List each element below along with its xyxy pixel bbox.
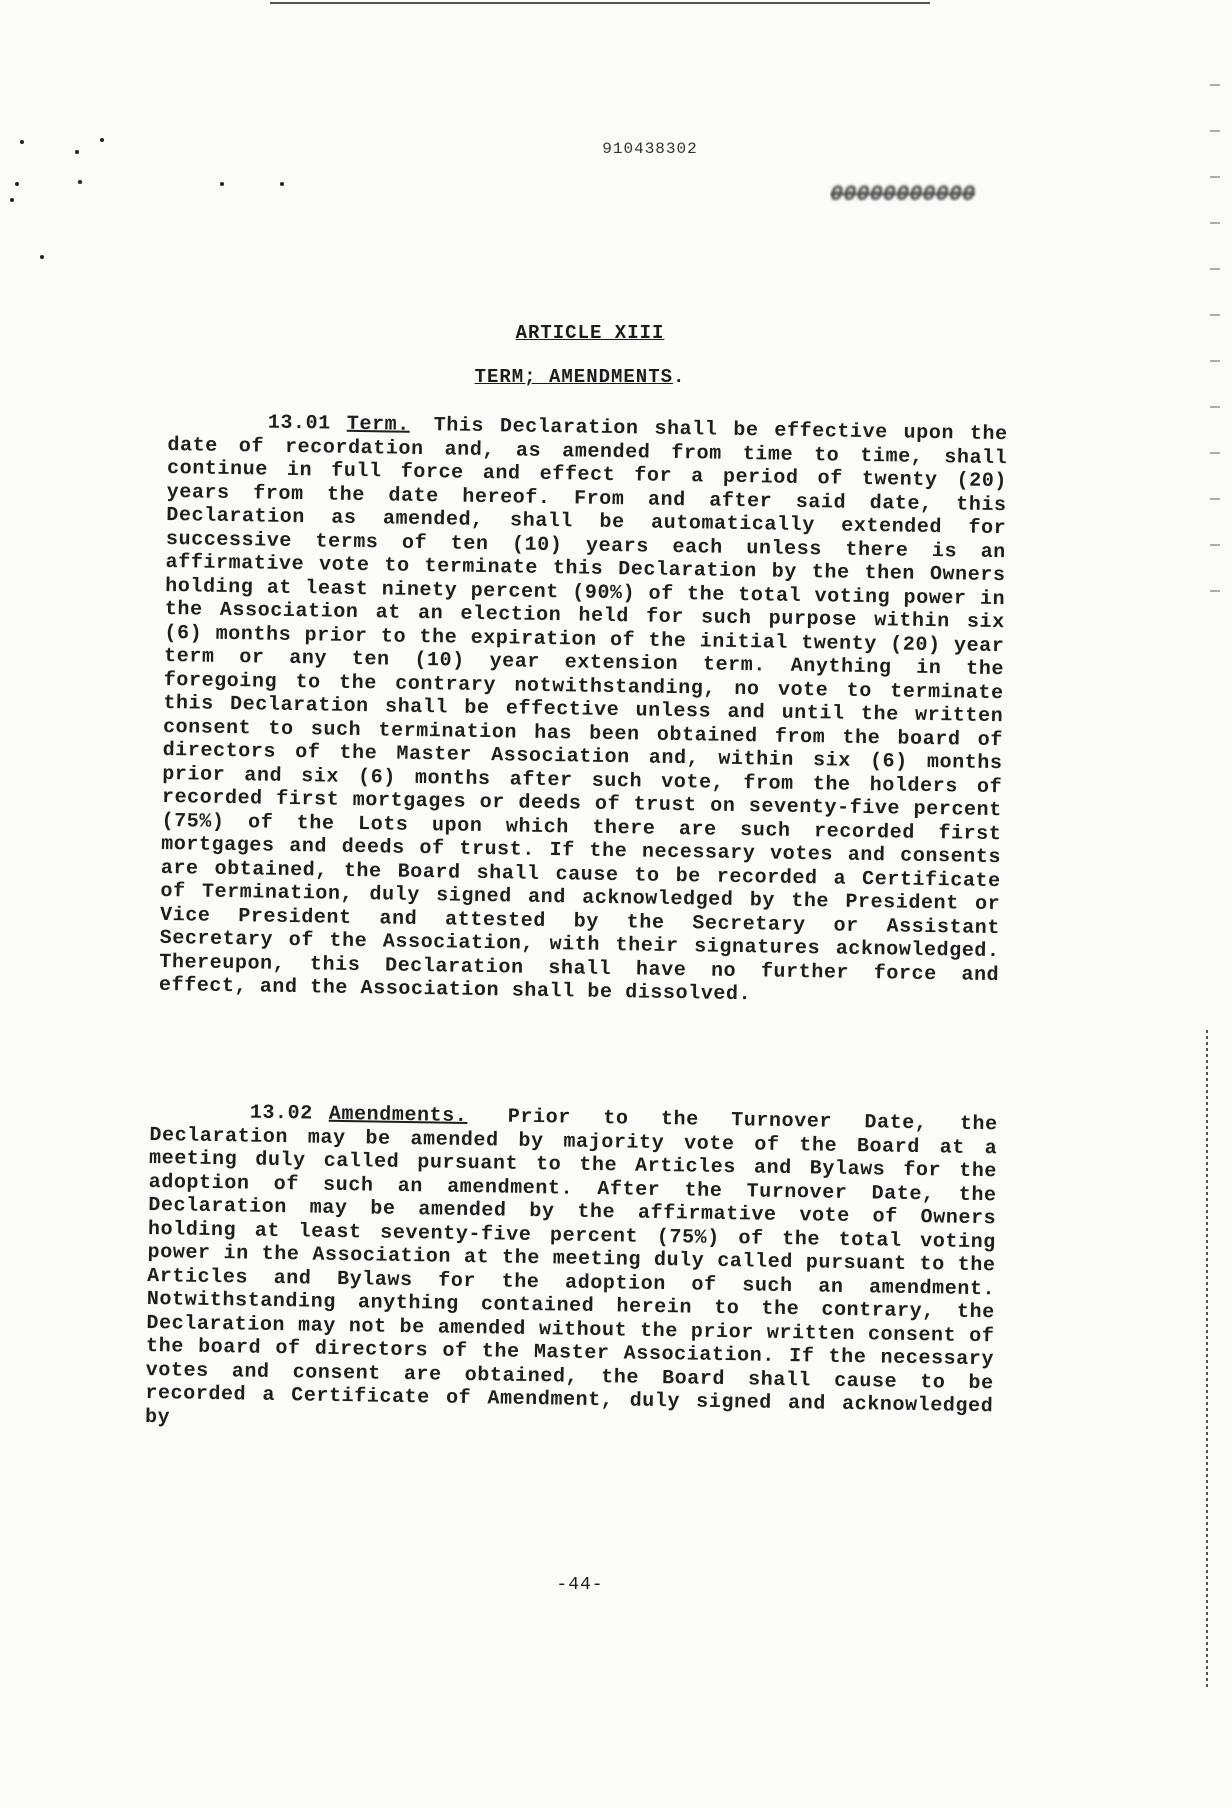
scan-speck [75, 150, 79, 154]
section-heading: Term. [346, 412, 411, 437]
section-number: 13.01 [267, 411, 331, 436]
article-subtitle-text: TERM; AMENDMENTS [474, 366, 674, 388]
scan-edge-marks [1206, 1030, 1208, 1690]
scan-speck [40, 255, 44, 259]
scan-speck [20, 140, 24, 144]
scan-speck [10, 198, 14, 202]
section-body: This Declaration shall be effective upon the date of recordation and, as amended from time to time, shall continue in full force and effect for a period of twenty (20) years from the date hereof. From and after said date, this Declaration as amended, shall be automatically extended for successive terms of ten (10) years each unless there is an affirmative vote to terminate this Declaration by the then Owners holding at least ninety percent (90%) of the total voting power in the Association at an election held for such purpose within six (6) months prior to the expiration of the initial twenty (20) year term or any ten (10) year extension term. Anything in the foregoing to the contrary notwithstanding, no vote to terminate this Declaration shall be effective unless and until the written consent to such termination has been obtained from the board of directors of the Master Association and, within six (6) months prior and six (6) months after such vote, from the holders of recorded first mortgages or deeds of trust on seventy-five percent (75%) of the Lots upon which there are such recorded first mortgages and deeds of trust. If the necessary votes and consents are obtained, the Board shall cause to be recorded a Certificate of Termination, duly signed and acknowledged by the President or Vice President and attested by the Secretary or Assistant Secretary of the Association, with their signatures acknowledged. Thereupon, this Declaration shall have no further force and effect, and the Association shall be dissolved. [158, 414, 1008, 1007]
recording-stamp-text: 00000000000 [830, 182, 976, 207]
document-number: 910438302 [602, 140, 698, 158]
scan-speck [15, 182, 19, 186]
section-13-01 [159, 410, 1008, 1011]
section-13-02 [145, 1100, 998, 1442]
scan-speck [100, 138, 104, 142]
scan-edge-ticks [1210, 40, 1220, 600]
section-body: Prior to the Turnover Date, the Declaration may be amended by majority vote of the Board at a meeting duly called pursuant to the Articles and Bylaws for the adoption of such an amendment. After the Turnover Date, the Declaration may be amended by the affirmative vote of Owners holding at least seventy-five percent (75%) of the total voting power in the Association at the meeting duly called pursuant to the Articles and Bylaws for the adoption of such an amendment. Notwithstanding anything contained herein to the contrary, the Declaration may not be amended without the prior written consent of the board of directors of the Master Association. If the necessary votes and consent are obtained, the Board shall cause to be recorded a Certificate of Amendment, duly signed and acknowledged by [144, 1105, 998, 1429]
page-number: -44- [556, 1575, 604, 1595]
section-number: 13.02 [249, 1101, 313, 1126]
article-subtitle [430, 366, 730, 388]
scan-speck [280, 182, 284, 186]
scan-top-rule [270, 2, 930, 4]
section-heading: Amendments. [328, 1102, 468, 1128]
article-title: ARTICLE XIII [515, 322, 665, 344]
scan-speck [78, 180, 82, 184]
recording-stamp [830, 182, 1065, 216]
article-subtitle-end: . [673, 366, 686, 388]
scan-speck [220, 182, 224, 186]
